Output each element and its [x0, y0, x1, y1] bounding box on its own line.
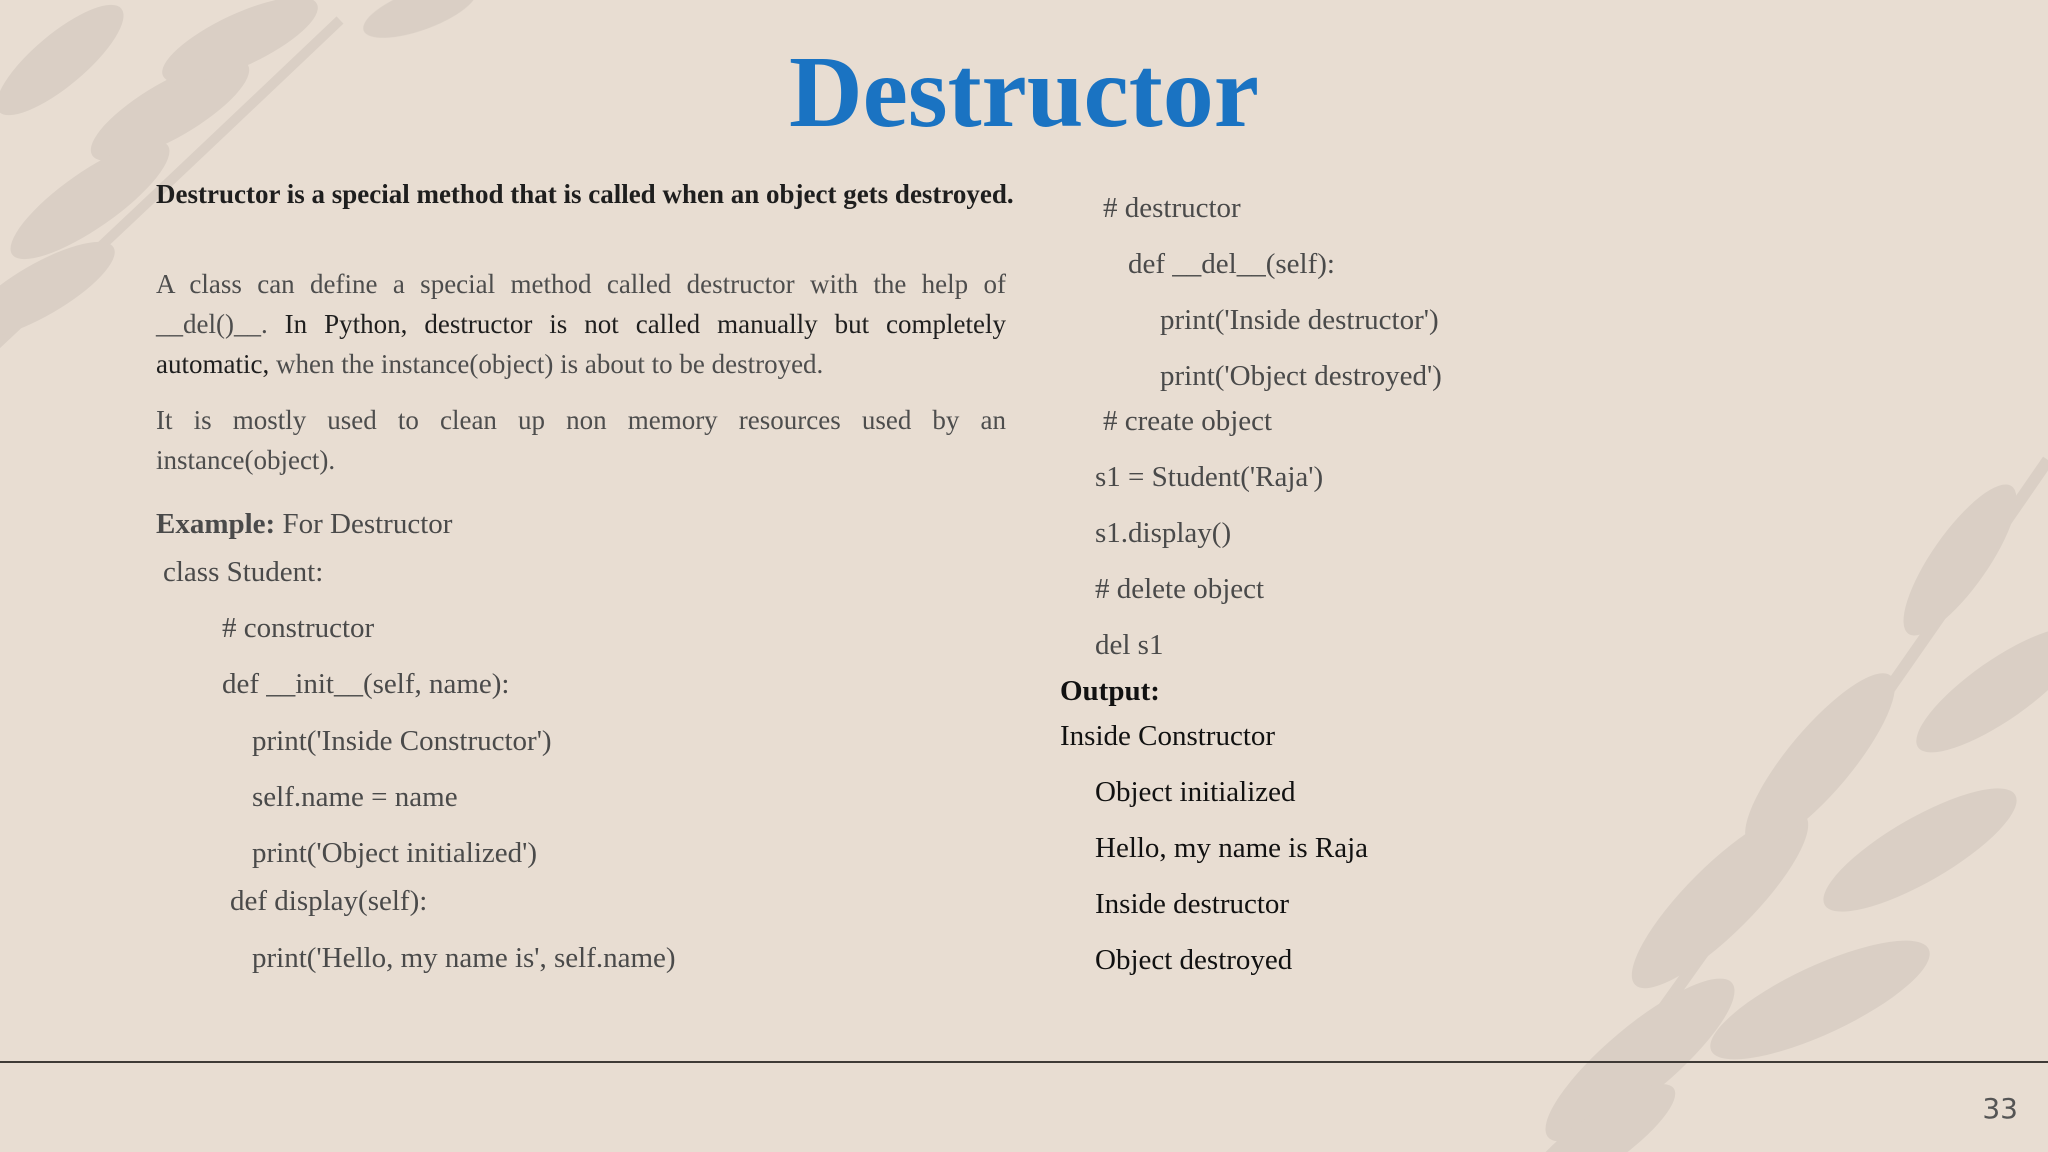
code-line: s1.display(): [1095, 517, 1232, 549]
footer-divider: [0, 1061, 2048, 1063]
page-number: 33: [1982, 1092, 2018, 1125]
code-line: # constructor: [222, 612, 375, 644]
output-label: Output:: [1060, 675, 1160, 707]
code-line: print('Object initialized'): [252, 837, 538, 869]
code-line: print('Inside Constructor'): [252, 725, 552, 757]
example-heading: [156, 506, 452, 542]
code-line: # destructor: [1103, 192, 1241, 224]
usage-paragraph: It is mostly used to clean up non memory resources used by an instance(object).: [156, 405, 1006, 475]
example-text: For Destructor: [282, 508, 453, 540]
slide-title: Destructor: [788, 36, 1260, 149]
description-part-3: when the instance(object) is about to be destroyed.: [269, 349, 824, 379]
code-line: print('Hello, my name is', self.name): [252, 942, 676, 974]
code-line: del s1: [1095, 629, 1164, 661]
output-line: Hello, my name is Raja: [1095, 832, 1369, 864]
code-line: print('Object destroyed'): [1160, 360, 1442, 392]
code-line: s1 = Student('Raja'): [1095, 461, 1324, 493]
output-line: Inside destructor: [1095, 888, 1290, 920]
example-label: Example:: [156, 508, 276, 540]
description-paragraph: [156, 264, 1006, 384]
code-line: # create object: [1103, 405, 1273, 437]
description-part-1: A class can define a special method called destructor with the help of __del()__.: [156, 269, 1006, 339]
output-line: Object destroyed: [1095, 944, 1293, 976]
output-line: Object initialized: [1095, 776, 1296, 808]
code-line: def __del__(self):: [1128, 248, 1335, 280]
code-line: print('Inside destructor'): [1160, 304, 1439, 336]
output-line: Inside Constructor: [1060, 720, 1276, 752]
code-line: def __init__(self, name):: [222, 668, 510, 700]
description-part-2: In Python, destructor is not called manually but completely automatic,: [156, 309, 1006, 379]
code-line: def display(self):: [230, 885, 428, 917]
code-line: class Student:: [163, 556, 324, 588]
code-line: # delete object: [1095, 573, 1265, 605]
intro-definition: Destructor is a special method that is called when an object gets destroyed.: [156, 179, 1014, 209]
code-line: self.name = name: [252, 781, 458, 813]
